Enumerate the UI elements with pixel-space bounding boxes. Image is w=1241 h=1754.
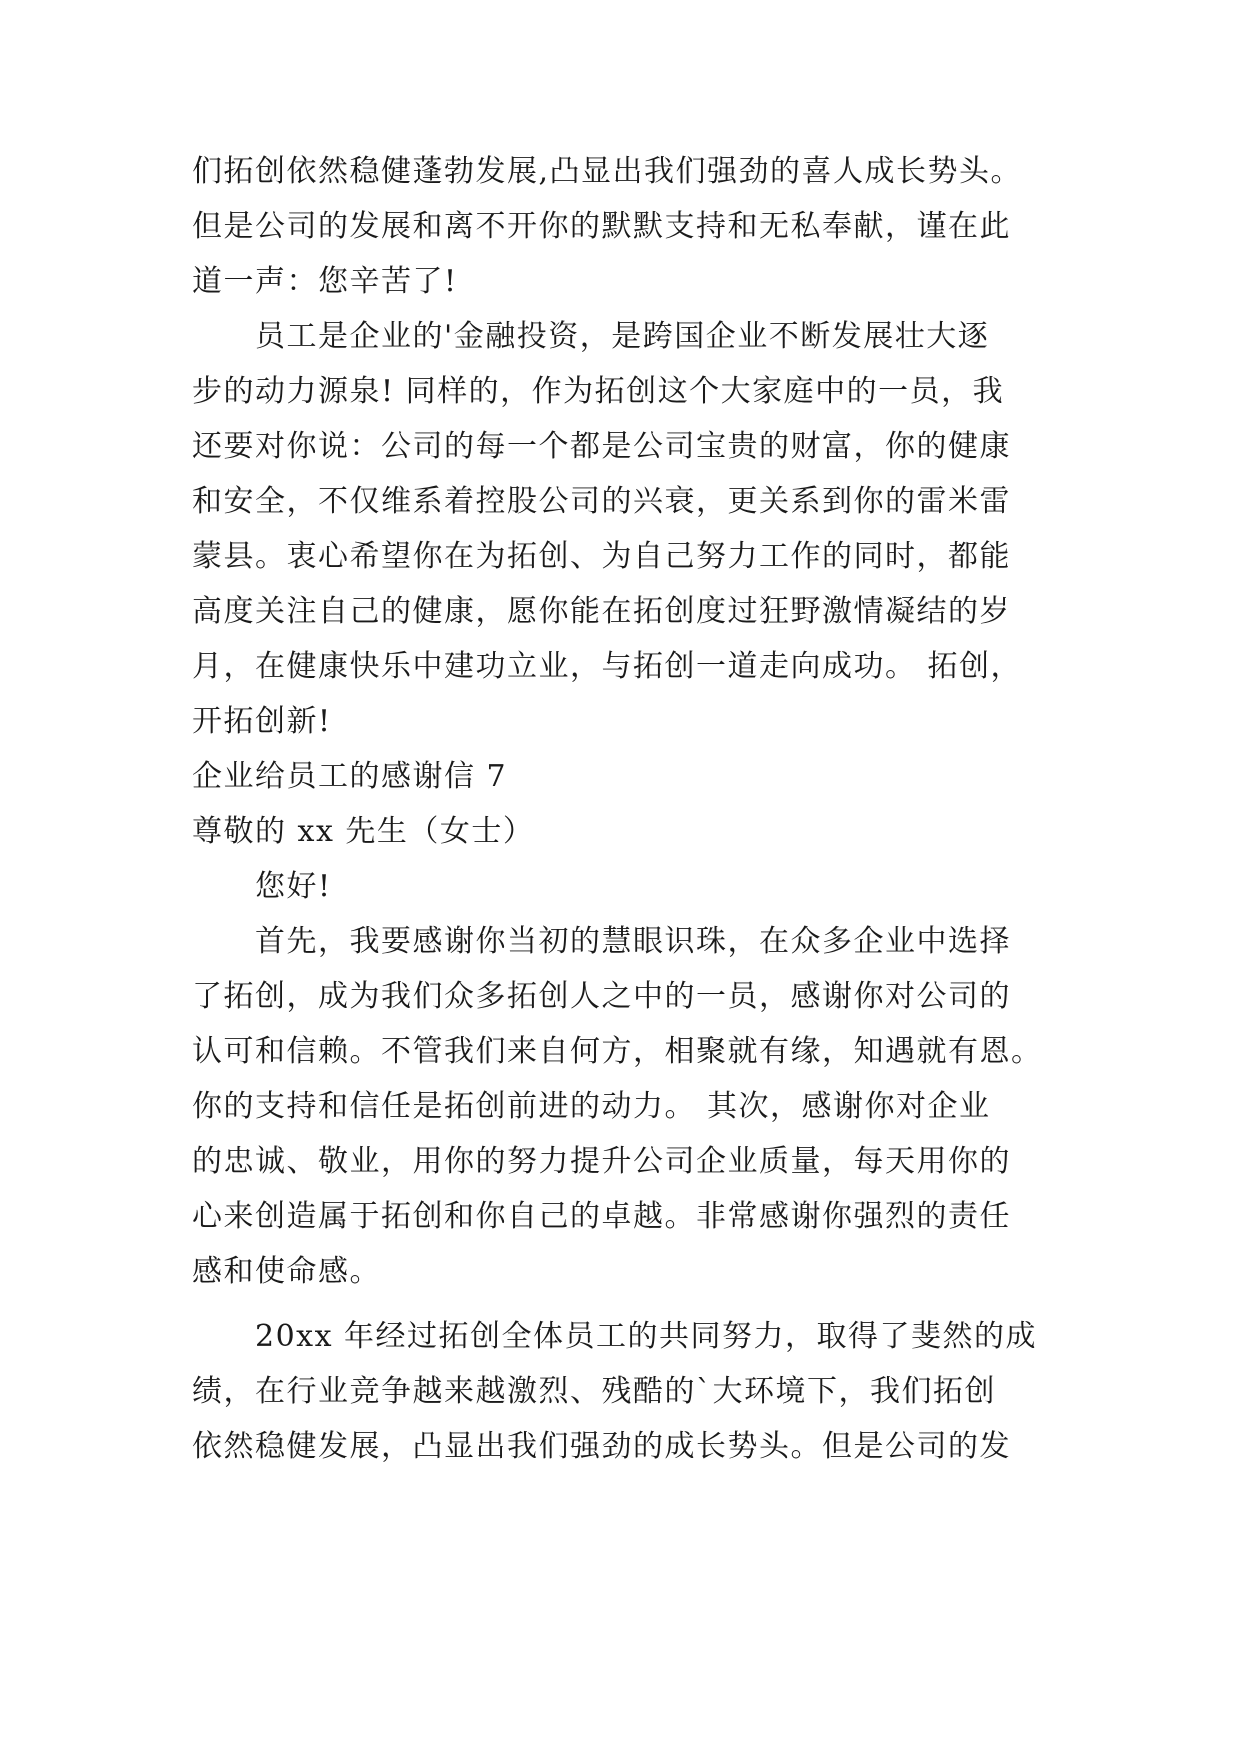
- text-line: 高度关注自己的健康，愿你能在拓创度过狂野激情凝结的岁: [192, 594, 1011, 629]
- greeting: 您好!: [255, 869, 332, 904]
- text-line: 开拓创新!: [192, 704, 332, 739]
- text-line: 的忠诚、敬业，用你的努力提升公司企业质量，每天用你的: [192, 1144, 1011, 1179]
- paragraph-start-line: 首先，我要感谢你当初的慧眼识珠，在众多企业中选择: [255, 924, 1011, 959]
- salutation: 尊敬的 xx 先生（女士）: [192, 814, 535, 849]
- text-line: 蒙县。衷心希望你在为拓创、为自己努力工作的同时，都能: [192, 539, 1011, 574]
- paragraph-start-line: 20xx 年经过拓创全体员工的共同努力，取得了斐然的成: [255, 1319, 1038, 1354]
- text-line: 月，在健康快乐中建功立业，与拓创一道走向成功。 拓创，: [192, 649, 1023, 684]
- paragraph-start-line: 员工是企业的'金融投资，是跨国企业不断发展壮大逐: [255, 319, 990, 354]
- text-line: 和安全，不仅维系着控股公司的兴衰，更关系到你的雷米雷: [192, 484, 1011, 519]
- text-line: 绩，在行业竞争越来越激烈、残酷的`大环境下，我们拓创: [192, 1374, 996, 1409]
- section-heading: 企业给员工的感谢信 7: [192, 759, 508, 794]
- text-line: 你的支持和信任是拓创前进的动力。 其次，感谢你对企业: [192, 1089, 991, 1124]
- text-line: 但是公司的发展和离不开你的默默支持和无私奉献，谨在此: [192, 209, 1011, 244]
- text-line: 心来创造属于拓创和你自己的卓越。非常感谢你强烈的责任: [192, 1199, 1011, 1234]
- text-line: 还要对你说：公司的每一个都是公司宝贵的财富，你的健康: [192, 429, 1011, 464]
- text-line: 了拓创，成为我们众多拓创人之中的一员，感谢你对公司的: [192, 979, 1011, 1014]
- text-line: 感和使命感。: [192, 1254, 381, 1289]
- text-line: 依然稳健发展，凸显出我们强劲的成长势头。但是公司的发: [192, 1429, 1011, 1464]
- text-line: 认可和信赖。不管我们来自何方，相聚就有缘，知遇就有恩。: [192, 1034, 1043, 1069]
- text-line: 们拓创依然稳健蓬勃发展,凸显出我们强劲的喜人成长势头。: [192, 154, 1023, 189]
- text-line: 步的动力源泉! 同样的，作为拓创这个大家庭中的一员，我: [192, 374, 1005, 409]
- text-line: 道一声：您辛苦了!: [192, 264, 458, 299]
